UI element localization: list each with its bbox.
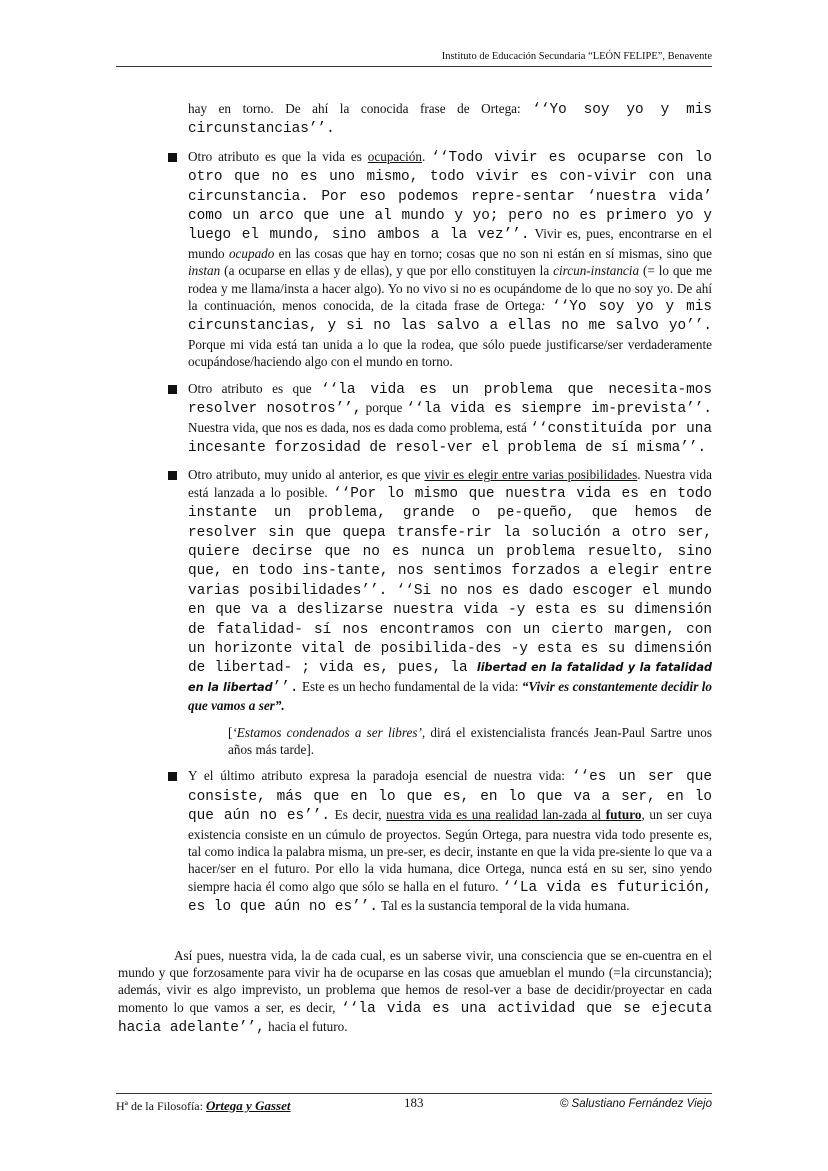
- bullet-square-icon: [168, 471, 177, 480]
- italic-quote: ‘Estamos condenados a ser libres’: [232, 724, 422, 740]
- sartre-note: [118, 724, 712, 759]
- ortega-quote: ‘‘la vida es siempre im-prevista’’.: [406, 401, 712, 418]
- ortega-quote: ‘‘Por lo mismo que nuestra vida es en todo instante un problema, grande o pe-queño, que hemos de resolver sin que quepa transfe-rir la solución a otro ser, quiere decirse que no es nunca un problema resuelto, sino que, en todo ins-tante, nos sentimos forzados a elegir entre varias posibilidades’’. ‘‘Si no nos es dado escoger el mundo en que va a deslizarse nuestra vida -y esta es su dimensión de fatalidad- sí nos encontramos con un cierto margen, con un horizonte vital de posibilida-des -y esta es su dimensión de libertad- ; vida es, pues, la: [188, 485, 712, 677]
- underlined-term: nuestra vida es una realidad lan-zada al: [386, 807, 606, 823]
- ortega-quote: ‘‘constituída por una incesante forzosidad de resol-ver el problema de sí misma’’.: [188, 420, 712, 456]
- footer-author: © Salustiano Fernández Viejo: [559, 1098, 712, 1110]
- text: . Nuestra vida está lanzada a lo posible.: [188, 467, 712, 500]
- bullet-square-icon: [168, 385, 177, 394]
- bullet-square-icon: [168, 772, 177, 781]
- text: en las cosas que hay en torno; cosas que no son ni están en sí mismas, sino que: [274, 245, 712, 261]
- italic-colon: :: [541, 298, 546, 314]
- text: Así pues, nuestra vida, la de cada cual, es un saberse vivir, una consciencia que se en-cuentra en el mundo y que forzosamente para vivir ha de ocuparse en las cosas que amueblan el mundo (=la circunstancia); además, vivir es algo imprevisto, un problema que hemos de resol-ver a base de decidir/proyectar en cada momento lo que vamos a ser, es decir,: [118, 947, 712, 1015]
- page-footer: [116, 1093, 712, 1114]
- bullet-square-icon: [168, 153, 177, 162]
- text: Vivir es, pues, encontrarse en el mundo: [188, 226, 712, 261]
- ortega-quote: ‘‘La vida es futurición, es lo que aún no es’’.: [188, 879, 712, 916]
- text: Tal es la sustancia temporal de la vida humana.: [378, 898, 630, 914]
- list-item-elegir: [118, 466, 712, 714]
- underlined-term: vivir es elegir entre varias posibilidades: [424, 467, 638, 483]
- text: Otro atributo es que: [188, 380, 322, 396]
- text: .: [422, 148, 432, 164]
- page-number: 183: [404, 1095, 424, 1110]
- text: [: [228, 724, 233, 740]
- text: Es decir,: [330, 807, 387, 823]
- document-body: [118, 100, 712, 1051]
- text: Este es un hecho fundamental de la vida:: [298, 678, 522, 694]
- text: Porque mi vida está tan unida a lo que la rodea, que sólo puede justificarse/ser verdaderamente ocupándose/haciendo algo con el mundo en torno.: [188, 336, 712, 370]
- italic-term: circun-instancia: [553, 263, 640, 279]
- intro-paragraph: [118, 100, 712, 139]
- text: hacia el futuro.: [264, 1019, 348, 1035]
- text: Otro atributo, muy unido al anterior, es que: [188, 467, 425, 483]
- text: Nuestra vida, que nos es dada, nos es dada como problema, está: [188, 419, 531, 435]
- underlined-bold-term: futuro: [605, 807, 642, 823]
- ortega-quote: ’’.: [272, 679, 299, 696]
- italic-term: ocupado: [228, 245, 275, 261]
- text: hay en torno. De ahí la conocida frase de Ortega:: [188, 101, 533, 116]
- footer-title: Ortega y Gasset: [205, 1098, 291, 1113]
- handwritten-phrase: libertad en la fatalidad y la fatalidad en la libertad: [188, 661, 712, 694]
- underlined-term: ocupación: [367, 148, 422, 164]
- text: Otro atributo es que la vida es: [188, 148, 368, 164]
- list-item-ocupacion: [118, 148, 712, 371]
- footer-prefix: Hª de la Filosofía:: [116, 1099, 206, 1113]
- italic-term: instan: [188, 263, 221, 279]
- page-header: [116, 50, 712, 67]
- ortega-quote: ‘‘Yo soy yo y mis circunstancias, y si no las salvo a ellas no me salvo yo’’.: [188, 299, 712, 335]
- conclusion-paragraph: [118, 947, 712, 1038]
- text: (a ocuparse en ellas y de ellas), y que por ello constituyen la: [220, 263, 554, 279]
- text: porque: [361, 400, 407, 416]
- footer-course: [116, 1098, 290, 1114]
- ortega-quote: ‘‘la vida es una actividad que se ejecuta hacia adelante’’,: [118, 1000, 712, 1037]
- text: , dirá el existencialista francés Jean-Paul Sartre unos años más tarde].: [228, 724, 712, 757]
- list-item-futuro: [118, 767, 712, 916]
- ortega-quote: ‘‘Todo vivir es ocuparse con lo otro que no es uno mismo, todo vivir es con-vivir con una circunstancia. Por eso podemos repre-sentar ‘nuestra vida’ como un arco que une al mundo y yo; pero no es primero yo y luego el mundo, sino ambos a la vez’’.: [188, 149, 712, 244]
- ortega-quote: ‘‘la vida es un problema que necesita-mos resolver nosotros’’,: [188, 381, 712, 418]
- text: Y el último atributo expresa la paradoja esencial de nuestra vida:: [188, 768, 572, 784]
- ortega-quote: ‘‘es un ser que consiste, más que en lo que es, en lo que va a ser, en lo que aún no es’’.: [188, 769, 712, 825]
- text: , un ser cuya existencia consiste en un cúmulo de proyectos. Según Ortega, para nuestra vida todo presente es, tal como indica la palabra misma, un pre-ser, es decir, instante en que la vida pre-siente lo que va a hacer/ser en el futuro. Por ello la vida humana, dice Ortega, nunca está en su ser, sino yendo siempre hacia él como algo que sólo se halla en el futuro.: [188, 807, 712, 894]
- list-item-problema: [118, 380, 712, 458]
- text: (= lo que me rodea y me llama/insta a hacer algo). Yo no vivo si no es ocupándome de lo que no soy yo. De ahí la continuación, menos conocida, de la citada frase de Ortega: [188, 263, 712, 314]
- ortega-quote: ‘‘Yo soy yo y mis circunstancias’’.: [188, 102, 712, 138]
- bold-quote: “Vivir es constantemente decidir lo que vamos a ser”.: [188, 678, 712, 714]
- header-institution: Instituto de Educación Secundaria “LEÓN FELIPE”, Benavente: [441, 51, 712, 62]
